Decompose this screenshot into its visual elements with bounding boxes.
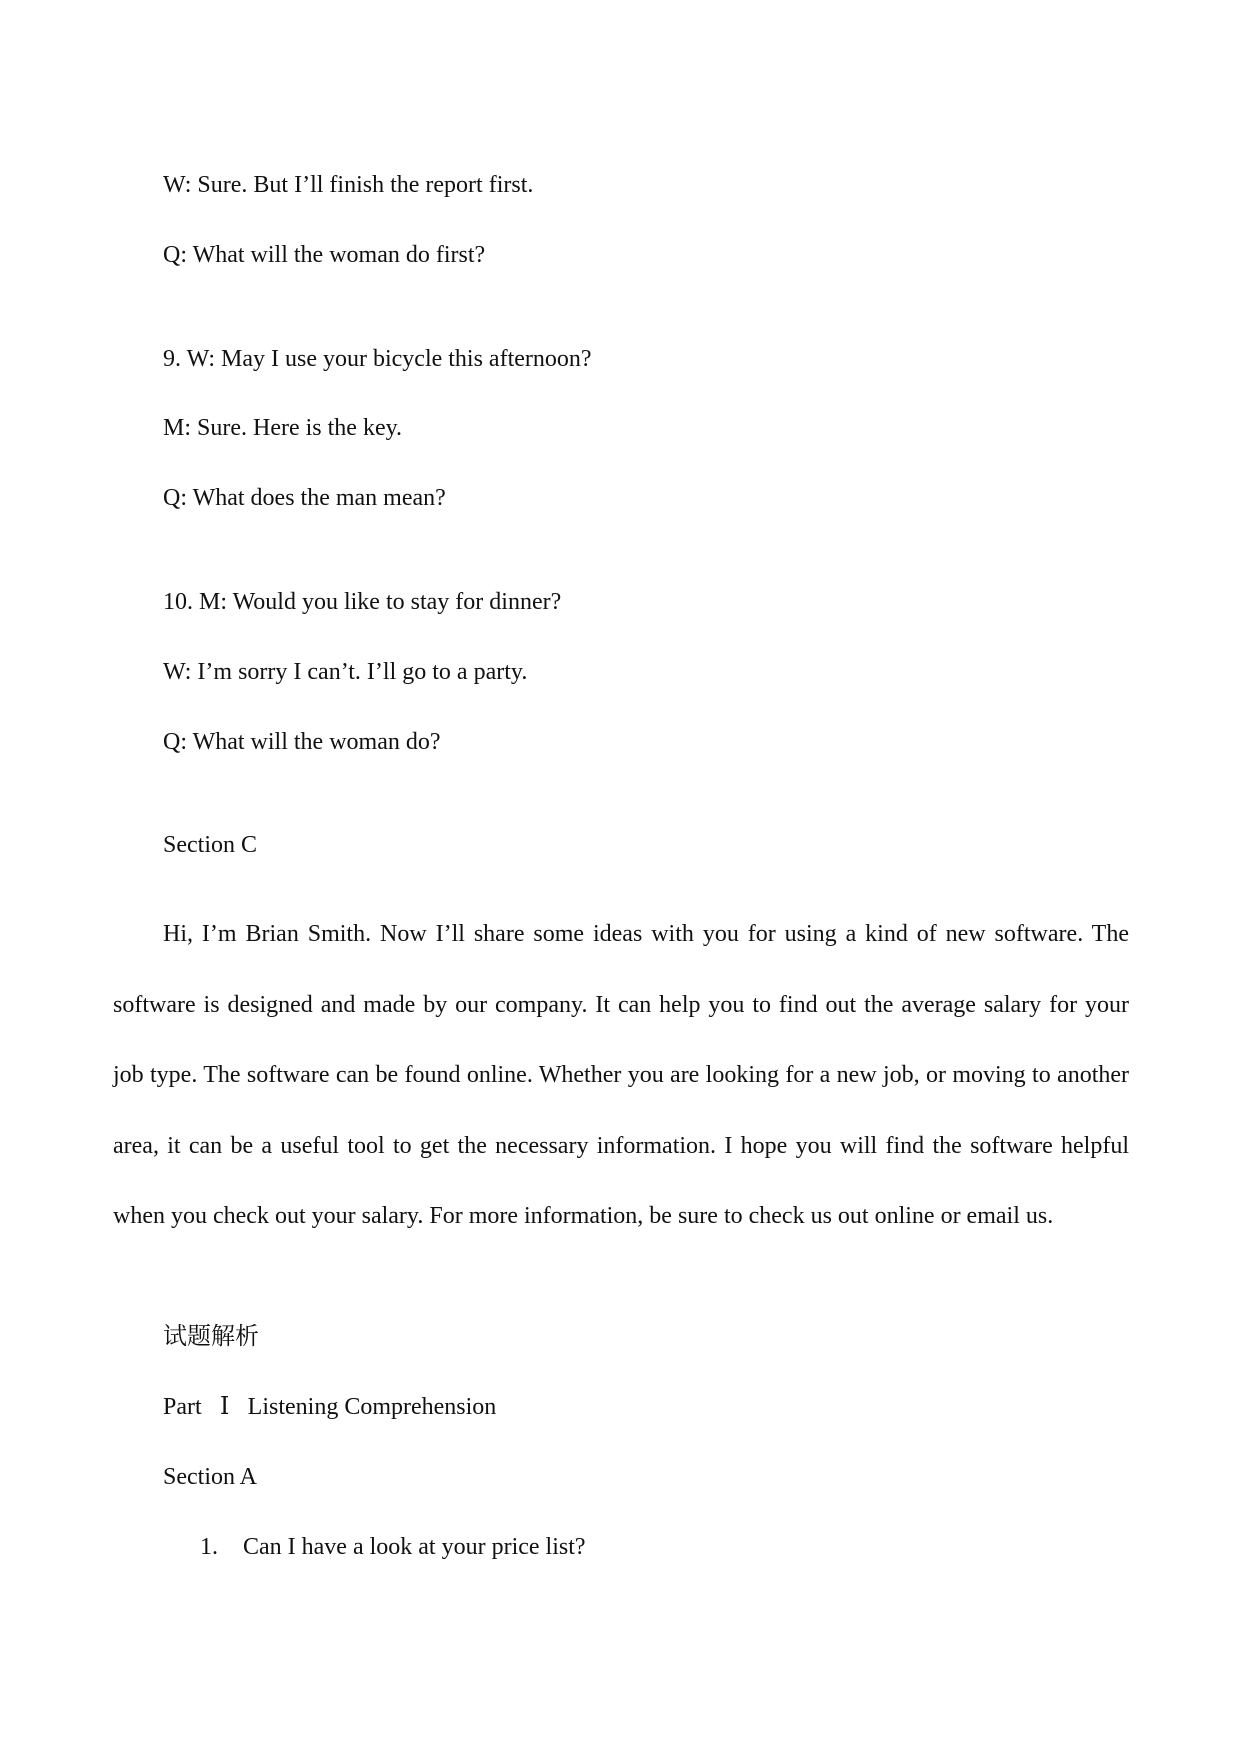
part-heading — [163, 1393, 496, 1421]
dialogue-line: 10. M: Would you like to stay for dinner? — [163, 589, 562, 615]
section-heading: Section C — [163, 832, 257, 858]
question-line: Q: What does the man mean? — [163, 485, 446, 511]
section-a-heading: Section A — [163, 1464, 257, 1490]
part-label: Part — [163, 1394, 202, 1420]
dialogue-line: 9. W: May I use your bicycle this afternoon? — [163, 346, 592, 372]
dialogue-line: W: I’m sorry I can’t. I’ll go to a party. — [163, 659, 528, 685]
analysis-heading: 试题解析 — [163, 1324, 259, 1350]
dialogue-line: W: Sure. But I’ll finish the report first. — [163, 172, 534, 198]
dialogue-line: M: Sure. Here is the key. — [163, 415, 403, 441]
section-c-passage: Hi, I’m Brian Smith. Now I’ll share some ideas with you for using a kind of new software. The software is designed and made by our company. It can help you to find out the average salary for your job type. The software can be found online. Whether you are looking for a new job, or moving to another area, it can be a useful tool to get the necessary information. I hope you will find the software helpful when you check out your salary. For more information, be sure to check us out online or email us. — [113, 921, 1129, 1229]
part-title: Listening Comprehension — [247, 1394, 497, 1420]
question-line: Q: What will the woman do first? — [163, 242, 486, 268]
list-item — [200, 1533, 586, 1561]
question-line: Q: What will the woman do? — [163, 729, 441, 755]
part-number: Ⅰ — [219, 1394, 230, 1420]
item-number: 1. — [200, 1534, 218, 1560]
item-text: Can I have a look at your price list? — [243, 1534, 586, 1560]
